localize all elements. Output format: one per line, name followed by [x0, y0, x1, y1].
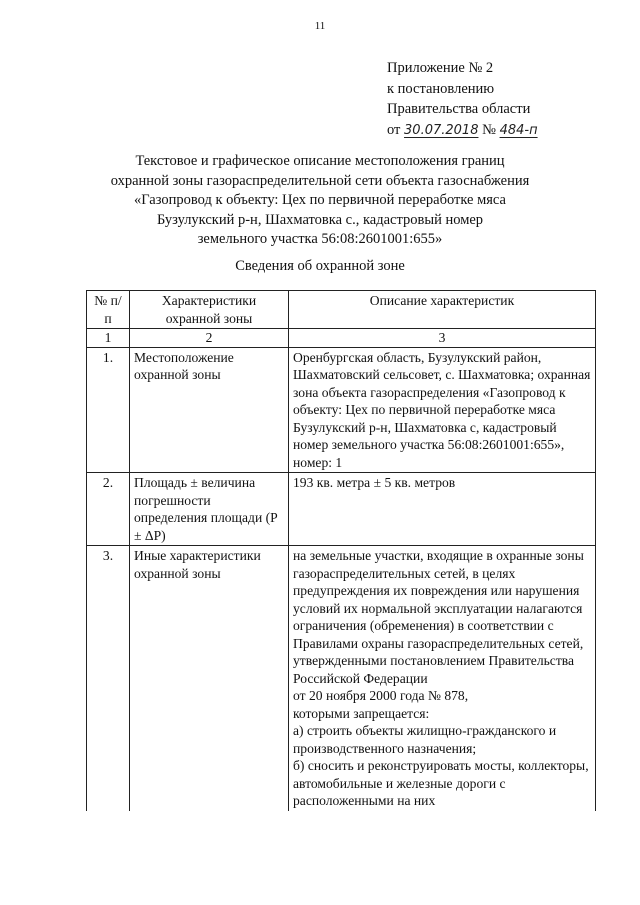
row-description: Оренбургская область, Бузулукский район, Шахматовский сельсовет, с. Шахматовка; охранная зона объекта газораспределения «Газопровод к объекту: Цех по первичной переработке мяса Бузулукский р-н, Шахматовка с, кадастровый номер земельного участка 56:08:2601001:655», номер: 1: [289, 347, 596, 473]
handwritten-date: 30.07.2018: [404, 122, 479, 138]
zone-info-table: [86, 290, 596, 811]
row-characteristic: Иные характеристики охранной зоны: [130, 546, 289, 811]
row-characteristic: Местоположение охранной зоны: [130, 347, 289, 473]
appendix-line-1: Приложение № 2: [387, 60, 494, 76]
document-title: [0, 152, 640, 250]
description-paragraph: от 20 ноября 2000 года № 878,: [293, 688, 469, 703]
description-paragraph: на земельные участки, входящие в охранные зоны газораспределительных сетей, в целях предупреждения их повреждения или нарушения условий их нормальной эксплуатации налагаются ограничения (обременения) в соответствии с Правилами охраны газораспределительных сетей, утвержденными постановлением Правительства Российской Федерации: [293, 548, 584, 686]
description-paragraph: которыми запрещается:: [293, 705, 430, 721]
row-number: 1.: [87, 347, 130, 473]
title-line-2: охранной зоны газораспределительной сети объекта газоснабжения: [110, 172, 530, 189]
index-cell-1: 1: [87, 329, 130, 348]
appendix-line-3: Правительства области: [387, 101, 531, 117]
number-label: №: [482, 121, 496, 138]
header-number: № п/п: [87, 291, 130, 329]
title-line-3: «Газопровод к объекту: Цех по первичной переработке мяса: [134, 192, 506, 208]
handwritten-doc-number: 484-п: [499, 122, 538, 138]
section-subtitle: Сведения об охранной зоне: [235, 258, 405, 274]
header-characteristics: Характеристики охранной зоны: [130, 291, 289, 329]
description-paragraph: б) сносить и реконструировать мосты, коллекторы, автомобильные и железные дороги с расположенными на них: [293, 758, 589, 808]
row-characteristic: Площадь ± величина погрешности определения площади (Р ± ΔР): [130, 473, 289, 546]
title-line-5: земельного участка 56:08:2601001:655»: [197, 231, 443, 247]
row-description: 193 кв. метра ± 5 кв. метров: [289, 473, 596, 546]
row-description: [289, 546, 596, 811]
header-description: Описание характеристик: [289, 291, 596, 329]
table-row: [87, 546, 596, 811]
appendix-line-2: к постановлению: [387, 80, 495, 97]
table-row: [87, 347, 596, 473]
index-cell-3: 3: [289, 329, 596, 348]
page-number: 11: [314, 20, 326, 32]
row-number: 3.: [87, 546, 130, 811]
description-paragraph: а) строить объекты жилищно-гражданского и производственного назначения;: [293, 723, 557, 756]
table-header-row: [87, 291, 596, 329]
index-cell-2: 2: [130, 329, 289, 348]
appendix-block: [387, 58, 538, 141]
table-row: [87, 473, 596, 546]
table-index-row: [87, 329, 596, 348]
row-number: 2.: [87, 473, 130, 546]
title-line-4: Бузулукский р-н, Шахматовка с., кадастровый номер: [156, 211, 484, 228]
date-prefix: от: [387, 121, 401, 138]
title-line-1: Текстовое и графическое описание местоположения границ: [135, 153, 505, 169]
appendix-date-line: [387, 120, 538, 142]
